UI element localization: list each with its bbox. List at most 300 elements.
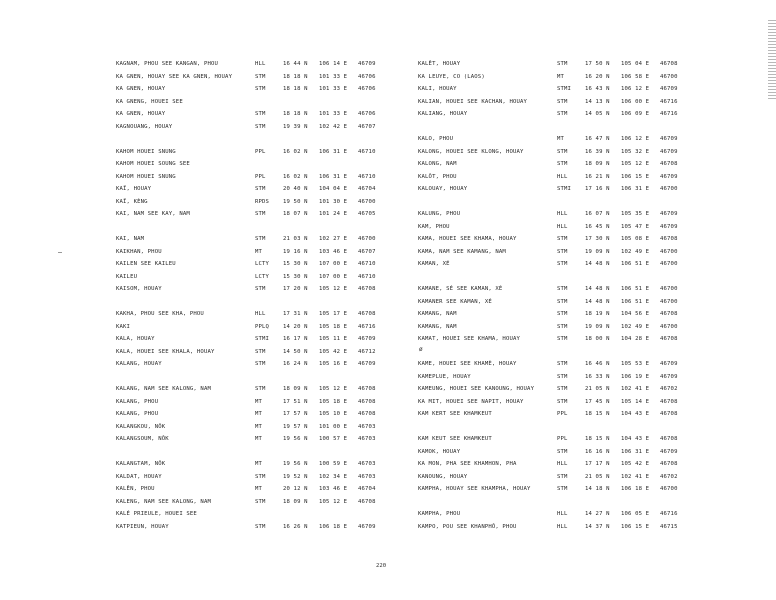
entry-longitude: 105 14 E: [621, 398, 650, 405]
entry-map-code: 46716: [660, 98, 678, 105]
gazetteer-entry: [418, 233, 763, 246]
entry-name: KANOUNG, HOUAY: [418, 473, 468, 480]
entry-designation: LCTY: [255, 273, 270, 280]
entry-designation: STMI: [255, 336, 270, 342]
entry-latitude: 17 51 N: [283, 398, 308, 405]
gazetteer-entry: [116, 283, 461, 296]
entry-longitude: 105 42 E: [621, 461, 650, 467]
entry-latitude: 16 02 N: [283, 173, 308, 180]
entry-longitude: 106 12 E: [621, 136, 650, 142]
entry-map-code: 46716: [358, 323, 376, 330]
gazetteer-entry: [116, 408, 461, 421]
entry-map-code: 46708: [660, 461, 678, 467]
entry-map-code: 46709: [358, 61, 376, 67]
entry-latitude: 16 20 N: [585, 73, 610, 80]
entry-designation: STM: [557, 448, 568, 455]
entry-longitude: 106 12 E: [621, 86, 650, 92]
entry-spacer: [418, 421, 763, 434]
entry-map-code: 46708: [660, 398, 678, 405]
entry-longitude: 105 53 E: [621, 361, 650, 367]
entry-map-code: 46708: [660, 336, 678, 342]
entry-name: KA GNEN, HOUAY: [116, 111, 166, 117]
gazetteer-entry: [116, 508, 461, 521]
gazetteer-entry: [116, 321, 461, 334]
gazetteer-entry: [418, 358, 763, 371]
gazetteer-entry: [418, 396, 763, 409]
entry-longitude: 102 49 E: [621, 323, 650, 330]
entry-longitude: 106 00 E: [621, 98, 650, 105]
gazetteer-entry: [418, 258, 763, 271]
entry-designation: HLL: [557, 523, 568, 530]
entry-name: KA MIT, HOUEI SEE NAPIT, HOUAY: [418, 398, 524, 405]
entry-map-code: 46704: [358, 186, 376, 192]
entry-name: KA GNEN, HOUAY: [116, 86, 166, 92]
entry-longitude: 100 59 E: [319, 461, 348, 467]
entry-name: KAHOM HOUEI SOUNG SEE: [116, 161, 190, 167]
entry-latitude: 17 57 N: [283, 411, 308, 417]
entry-designation: STM: [557, 373, 568, 380]
entry-map-code: 46709: [660, 361, 678, 367]
entry-map-code: 46709: [660, 173, 678, 180]
entry-map-code: 46702: [660, 386, 678, 392]
gazetteer-entry: [418, 246, 763, 259]
entry-map-code: 46706: [358, 73, 376, 80]
entry-latitude: 14 18 N: [585, 486, 610, 492]
entry-latitude: 16 46 N: [585, 361, 610, 367]
entry-latitude: 14 05 N: [585, 111, 610, 117]
entry-map-code: 46708: [660, 411, 678, 417]
entry-latitude: 14 50 N: [283, 348, 308, 355]
left-column: [116, 58, 461, 533]
gazetteer-entry: [116, 246, 461, 259]
entry-longitude: 100 57 E: [319, 436, 348, 442]
entry-map-code: 46716: [660, 511, 678, 517]
entry-name: KALA, HOUEI SEE KHALA, HOUAY: [116, 348, 215, 355]
entry-latitude: 19 57 N: [283, 423, 308, 430]
gazetteer-entry: [116, 183, 461, 196]
entry-spacer: [418, 121, 763, 134]
entry-name: KAILEU: [116, 273, 138, 280]
entry-designation: MT: [255, 423, 263, 430]
entry-longitude: 105 16 E: [319, 361, 348, 367]
gazetteer-entry: [418, 458, 763, 471]
gazetteer-entry: [418, 446, 763, 459]
entry-latitude: 18 09 N: [283, 498, 308, 505]
entry-name: KAMPHA, HOUAY SEE KHAMPHA, HOUAY: [418, 486, 531, 492]
entry-latitude: 16 43 N: [585, 86, 610, 92]
entry-designation: HLL: [255, 61, 266, 67]
entry-designation: STM: [557, 473, 568, 480]
entry-map-code: 46700: [660, 73, 678, 80]
entry-longitude: 105 11 E: [319, 336, 348, 342]
entry-designation: STM: [255, 498, 266, 505]
entry-designation: STM: [557, 248, 568, 255]
gazetteer-entry: [418, 146, 763, 159]
entry-designation: RPDS: [255, 198, 270, 205]
right-column: [418, 58, 763, 533]
entry-designation: LCTY: [255, 261, 270, 267]
gazetteer-entry: [116, 58, 461, 71]
entry-name: KAGNAM, PHOU SEE KANGAN, PHOU: [116, 61, 219, 67]
entry-longitude: 106 51 E: [621, 298, 650, 305]
entry-name: KALANGSOUM, NÔK: [116, 436, 169, 442]
entry-name: KAME, HOUEI SEE KHAMÈ, HOUAY: [418, 361, 517, 367]
entry-latitude: 18 18 N: [283, 86, 308, 92]
entry-designation: MT: [255, 486, 263, 492]
entry-map-code: 46708: [660, 61, 678, 67]
entry-name: KALANG, PHOU: [116, 398, 159, 405]
entry-latitude: 14 13 N: [585, 98, 610, 105]
entry-designation: MT: [255, 461, 263, 467]
gazetteer-entry: [116, 346, 461, 359]
gazetteer-entry: [116, 108, 461, 121]
entry-latitude: 15 30 N: [283, 273, 308, 280]
gazetteer-entry: [116, 521, 461, 534]
entry-longitude: 101 33 E: [319, 111, 348, 117]
entry-name: KAMANG, NAM: [418, 323, 457, 330]
gazetteer-entry: [418, 71, 763, 84]
entry-name: KAMAT, HOUEI SEE KHAMA, HOUAY: [418, 336, 521, 342]
entry-map-code: 46709: [660, 211, 678, 217]
entry-name: KALO, PHOU: [418, 136, 454, 142]
gazetteer-entry: [116, 308, 461, 321]
gazetteer-entry: [116, 171, 461, 184]
entry-latitude: 19 09 N: [585, 248, 610, 255]
entry-map-code: 46709: [358, 361, 376, 367]
entry-longitude: 105 08 E: [621, 236, 650, 242]
entry-name: KALENG, NAM SEE KALONG, NAM: [116, 498, 211, 505]
entry-map-code: 46709: [358, 336, 376, 342]
gazetteer-entry: [418, 308, 763, 321]
entry-name: KAMPO, POU SEE KHANPHÔ, PHOU: [418, 523, 517, 530]
entry-longitude: 105 17 E: [319, 311, 348, 317]
entry-designation: HLL: [557, 461, 568, 467]
entry-name: KAMANER SEE KAMAN, XÉ: [418, 298, 492, 305]
entry-name: KAI, NAM: [116, 236, 145, 242]
gazetteer-entry: [116, 96, 461, 109]
entry-designation: STM: [557, 261, 568, 267]
entry-designation: STMI: [557, 186, 572, 192]
entry-designation: STM: [557, 311, 568, 317]
entry-longitude: 102 42 E: [319, 123, 348, 130]
entry-name: KAMA, HOUEI SEE KHAMA, HOUAY: [418, 236, 517, 242]
entry-latitude: 18 07 N: [283, 211, 308, 217]
gazetteer-entry: [418, 508, 763, 521]
entry-map-code: 46709: [660, 448, 678, 455]
entry-map-code: 46710: [358, 261, 376, 267]
entry-longitude: 101 30 E: [319, 198, 348, 205]
entry-name: KAILEN SEE KAILEU: [116, 261, 176, 267]
entry-latitude: 14 48 N: [585, 298, 610, 305]
entry-designation: STM: [255, 123, 266, 130]
entry-name: KAM KEUT SEE KHAMKEUT: [418, 436, 492, 442]
gazetteer-entry: [418, 483, 763, 496]
entry-name: KAKI: [116, 323, 131, 330]
entry-spacer: [116, 446, 461, 459]
entry-latitude: 21 03 N: [283, 236, 308, 242]
entry-name: KA LEUYE, CO (LAOS): [418, 73, 485, 80]
gazetteer-entry: [116, 483, 461, 496]
entry-name: KA GNENG, HOUEI SEE: [116, 98, 183, 105]
entry-designation: STM: [255, 111, 266, 117]
entry-longitude: 106 19 E: [621, 373, 650, 380]
entry-longitude: 106 14 E: [319, 61, 348, 67]
gazetteer-entry: [116, 433, 461, 446]
entry-name: KALANG, NAM SEE KALONG, NAM: [116, 386, 211, 392]
entry-map-code: 46709: [660, 373, 678, 380]
entry-longitude: 104 28 E: [621, 336, 650, 342]
entry-map-code: 46708: [660, 436, 678, 442]
entry-name: KAM, PHOU: [418, 223, 450, 230]
entry-latitude: 16 44 N: [283, 61, 308, 67]
entry-name: KAKHA, PHOU SEE KHA, PHOU: [116, 311, 204, 317]
entry-name: KAMANE, SÉ SEE KAMAN, XÉ: [418, 286, 503, 292]
gazetteer-entry: [116, 158, 461, 171]
entry-designation: MT: [255, 436, 263, 442]
entry-spacer: [418, 271, 763, 284]
gazetteer-entry: [116, 271, 461, 284]
entry-name: KAHOM HOUEI SNUNG: [116, 173, 176, 180]
entry-map-code: 46715: [660, 523, 678, 530]
entry-latitude: 19 56 N: [283, 436, 308, 442]
entry-map-code: 46700: [660, 486, 678, 492]
entry-map-code: 46707: [358, 123, 376, 130]
entry-latitude: 16 26 N: [283, 523, 308, 530]
entry-map-code: 46709: [660, 148, 678, 155]
entry-spacer: [418, 196, 763, 209]
gazetteer-entry: [116, 358, 461, 371]
entry-name: KAIKHAN, PHOU: [116, 248, 162, 255]
entry-name: KALÔT, PHOU: [418, 173, 457, 180]
gazetteer-entry: [116, 496, 461, 509]
gazetteer-entry: [418, 408, 763, 421]
gazetteer-entry: [116, 383, 461, 396]
entry-latitude: 19 16 N: [283, 248, 308, 255]
entry-latitude: 17 16 N: [585, 186, 610, 192]
entry-name: KALANGKOU, NÔK: [116, 423, 166, 430]
entry-designation: STM: [557, 323, 568, 330]
gazetteer-entry: [418, 321, 763, 334]
entry-name: KALDAT, HOUAY: [116, 473, 162, 480]
entry-name: KALÊN, PHOU: [116, 486, 155, 492]
entry-latitude: 18 18 N: [283, 111, 308, 117]
entry-longitude: 106 18 E: [621, 486, 650, 492]
gazetteer-entry: [116, 333, 461, 346]
gazetteer-entry: [116, 471, 461, 484]
entry-longitude: 105 10 E: [319, 411, 348, 417]
entry-designation: HLL: [557, 211, 568, 217]
entry-map-code: 46709: [660, 223, 678, 230]
entry-latitude: 16 02 N: [283, 148, 308, 155]
gazetteer-entry: [418, 133, 763, 146]
gazetteer-entry: [116, 146, 461, 159]
entry-name: KAMANG, NAM: [418, 311, 457, 317]
entry-longitude: 105 12 E: [319, 386, 348, 392]
entry-longitude: 102 41 E: [621, 386, 650, 392]
entry-latitude: 17 50 N: [585, 61, 610, 67]
entry-latitude: 21 05 N: [585, 386, 610, 392]
entry-map-code: 46708: [358, 398, 376, 405]
entry-name: KALI, HOUAY: [418, 86, 457, 92]
page-number: 220: [376, 563, 387, 569]
gazetteer-entry: [418, 333, 763, 346]
entry-spacer: [418, 346, 763, 359]
entry-longitude: 105 42 E: [319, 348, 348, 355]
entry-designation: STM: [255, 473, 266, 480]
entry-longitude: 105 18 E: [319, 398, 348, 405]
gazetteer-entry: [418, 158, 763, 171]
entry-latitude: 16 39 N: [585, 148, 610, 155]
entry-latitude: 18 18 N: [283, 73, 308, 80]
entry-latitude: 16 07 N: [585, 211, 610, 217]
entry-name: KALA, HOUAY: [116, 336, 155, 342]
entry-latitude: 14 37 N: [585, 523, 610, 530]
entry-designation: STM: [557, 386, 568, 392]
entry-designation: STM: [557, 236, 568, 242]
gazetteer-entry: [116, 421, 461, 434]
entry-longitude: 105 35 E: [621, 211, 650, 217]
entry-name: KA MON, PHA SEE KHAMHON, PHA: [418, 461, 517, 467]
entry-latitude: 20 12 N: [283, 486, 308, 492]
entry-map-code: 46702: [660, 473, 678, 480]
entry-designation: STM: [255, 86, 266, 92]
entry-latitude: 19 56 N: [283, 461, 308, 467]
entry-map-code: 46708: [660, 236, 678, 242]
entry-map-code: 46703: [358, 461, 376, 467]
entry-latitude: 19 50 N: [283, 198, 308, 205]
entry-latitude: 15 30 N: [283, 261, 308, 267]
entry-map-code: 46708: [358, 386, 376, 392]
entry-longitude: 106 18 E: [319, 523, 348, 530]
entry-longitude: 104 56 E: [621, 311, 650, 317]
entry-latitude: 20 40 N: [283, 186, 308, 192]
entry-latitude: 14 48 N: [585, 286, 610, 292]
entry-map-code: 46708: [358, 498, 376, 505]
gazetteer-entry: [116, 233, 461, 246]
entry-map-code: 46709: [660, 86, 678, 92]
entry-longitude: 107 00 E: [319, 273, 348, 280]
entry-spacer: [116, 371, 461, 384]
entry-latitude: 17 17 N: [585, 461, 610, 467]
entry-map-code: 46707: [358, 248, 376, 255]
entry-latitude: 16 24 N: [283, 361, 308, 367]
gazetteer-entry: [116, 196, 461, 209]
entry-name: KALÊT, HOUAY: [418, 61, 461, 67]
entry-designation: STM: [557, 111, 568, 117]
gazetteer-entry: [418, 58, 763, 71]
gazetteer-entry: [116, 71, 461, 84]
entry-designation: STM: [557, 148, 568, 155]
entry-designation: STM: [255, 73, 266, 80]
entry-map-code: 46712: [358, 348, 376, 355]
entry-designation: MT: [255, 398, 263, 405]
gazetteer-entry: [418, 208, 763, 221]
entry-longitude: 105 04 E: [621, 61, 650, 67]
entry-latitude: 16 16 N: [585, 448, 610, 455]
gazetteer-entry: [418, 183, 763, 196]
entry-map-code: 46706: [358, 86, 376, 92]
entry-latitude: 16 45 N: [585, 223, 610, 230]
entry-spacer: [418, 496, 763, 509]
gazetteer-entry: [418, 296, 763, 309]
entry-name: KATPIEUN, HOUAY: [116, 523, 169, 530]
entry-longitude: 102 34 E: [319, 473, 348, 480]
entry-designation: STM: [557, 161, 568, 167]
entry-designation: STMI: [557, 86, 572, 92]
entry-longitude: 104 43 E: [621, 411, 650, 417]
entry-designation: STM: [557, 361, 568, 367]
entry-map-code: 46708: [358, 411, 376, 417]
entry-designation: STM: [557, 336, 568, 342]
entry-map-code: 46716: [660, 111, 678, 117]
entry-name: KALANG, HOUAY: [116, 361, 162, 367]
entry-longitude: 105 12 E: [319, 286, 348, 292]
entry-name: KAHOM HOUEI SNUNG: [116, 148, 176, 155]
entry-designation: HLL: [557, 173, 568, 180]
entry-designation: STM: [255, 361, 266, 367]
entry-designation: STM: [557, 286, 568, 292]
entry-latitude: 14 27 N: [585, 511, 610, 517]
entry-latitude: 19 52 N: [283, 473, 308, 480]
entry-longitude: 106 31 E: [621, 448, 650, 455]
gazetteer-entry: [418, 96, 763, 109]
scan-edge-marks: [768, 20, 776, 100]
entry-name: KALONG, HOUEI SEE KLONG, HOUAY: [418, 148, 524, 155]
entry-map-code: 46703: [358, 473, 376, 480]
entry-longitude: 102 41 E: [621, 473, 650, 480]
entry-map-code: 46700: [660, 261, 678, 267]
entry-longitude: 105 32 E: [621, 148, 650, 155]
entry-longitude: 106 15 E: [621, 173, 650, 180]
entry-name: KALONG, NAM: [418, 161, 457, 167]
entry-map-code: 46700: [660, 298, 678, 305]
entry-designation: MT: [557, 136, 565, 142]
entry-map-code: 46710: [358, 148, 376, 155]
entry-name: KAMEPLUE, HOUAY: [418, 373, 471, 380]
entry-name: KAÏ, KÈNG: [116, 198, 148, 205]
entry-designation: PPL: [255, 148, 266, 155]
entry-map-code: 46709: [358, 523, 376, 530]
entry-latitude: 18 19 N: [585, 311, 610, 317]
entry-longitude: 106 31 E: [319, 173, 348, 180]
gazetteer-entry: [116, 208, 461, 221]
gazetteer-entry: [418, 221, 763, 234]
entry-designation: MT: [255, 248, 263, 255]
entry-name: KAM KERT SEE KHAMKEUT: [418, 411, 492, 417]
entry-longitude: 106 58 E: [621, 73, 650, 80]
entry-designation: MT: [255, 411, 263, 417]
entry-longitude: 105 18 E: [319, 323, 348, 330]
entry-designation: STM: [255, 186, 266, 192]
entry-name: KAÏ, HOUAY: [116, 186, 152, 192]
entry-name: KALIAN, HOUEI SEE KACHAN, HOUAY: [418, 98, 528, 105]
entry-latitude: 17 20 N: [283, 286, 308, 292]
entry-name: KALOUAY, HOUAY: [418, 186, 468, 192]
gazetteer-entry: [116, 83, 461, 96]
gazetteer-entry: [418, 171, 763, 184]
entry-latitude: 16 33 N: [585, 373, 610, 380]
entry-latitude: 21 05 N: [585, 473, 610, 480]
entry-map-code: 46703: [358, 436, 376, 442]
entry-designation: STM: [557, 98, 568, 105]
entry-longitude: 103 46 E: [319, 248, 348, 255]
entry-latitude: 18 09 N: [585, 161, 610, 167]
entry-longitude: 101 33 E: [319, 73, 348, 80]
entry-longitude: 101 33 E: [319, 86, 348, 92]
entry-designation: HLL: [557, 223, 568, 230]
entry-designation: STM: [557, 298, 568, 305]
entry-map-code: 46708: [660, 311, 678, 317]
